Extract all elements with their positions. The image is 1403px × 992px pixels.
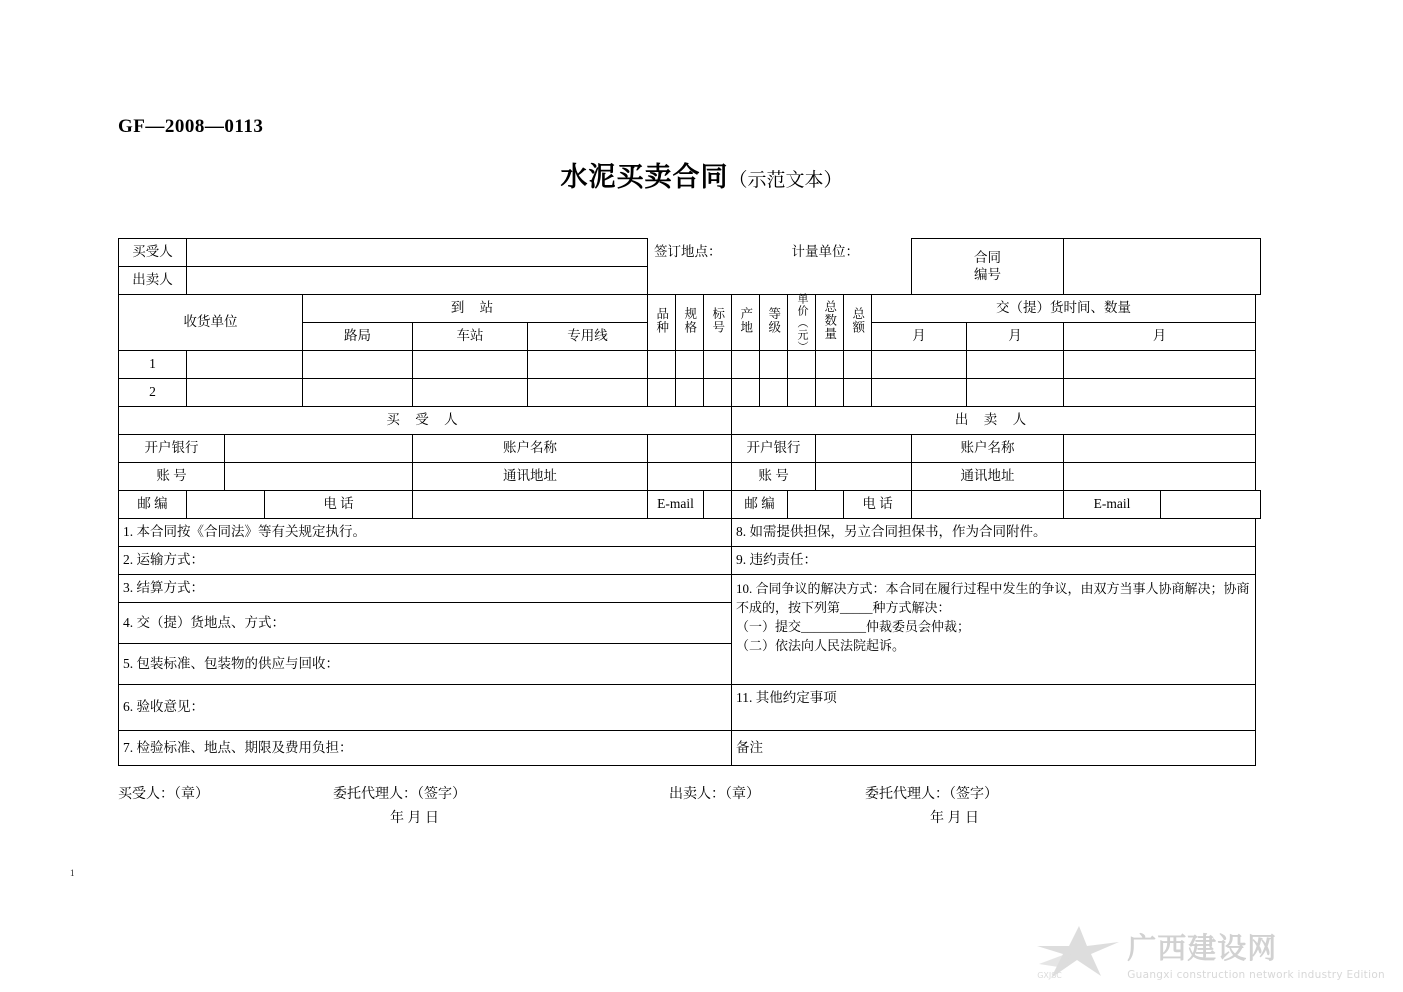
buyer-bank-label: 开户银行 xyxy=(119,435,225,463)
goods-spec-field-1[interactable] xyxy=(676,351,704,379)
col-header-month-3: 月 xyxy=(1064,323,1256,351)
buyer-label: 买受人 xyxy=(119,239,187,267)
seller-address-field[interactable] xyxy=(1064,463,1256,491)
signature-section xyxy=(118,783,1278,831)
buyer-address-label: 通讯地址 xyxy=(413,463,648,491)
col-header-spec: 规格 xyxy=(676,295,704,351)
term-4[interactable]: 4. 交（提）货地点、方式： xyxy=(119,603,732,644)
contract-no-label-line1: 合同 xyxy=(974,250,1002,266)
goods-class-field-1[interactable] xyxy=(760,351,788,379)
goods-month1-field-1[interactable] xyxy=(872,351,967,379)
buyer-account-name-field[interactable] xyxy=(648,435,732,463)
col-header-class: 等级 xyxy=(760,295,788,351)
seller-email-field[interactable] xyxy=(1161,491,1261,519)
table-row-term-2-9 xyxy=(119,547,1261,575)
seller-postcode-label: 邮 编 xyxy=(732,491,788,519)
goods-totalqty-field-1[interactable] xyxy=(816,351,844,379)
seller-agent-label: 委托代理人：（签字） xyxy=(865,787,998,802)
goods-month3-field-1[interactable] xyxy=(1064,351,1256,379)
buyer-postcode-field[interactable] xyxy=(187,491,265,519)
buyer-email-label: E-mail xyxy=(648,491,704,519)
term-8: 8. 如需提供担保，另立合同担保书，作为合同附件。 xyxy=(732,519,1256,547)
term-3[interactable]: 3. 结算方式： xyxy=(119,575,732,603)
goods-totalamount-field-1[interactable] xyxy=(844,351,872,379)
seller-account-no-label: 账 号 xyxy=(732,463,816,491)
goods-gradeno-field-2[interactable] xyxy=(704,379,732,407)
seller-email-label: E-mail xyxy=(1064,491,1161,519)
goods-unitprice-field-1[interactable] xyxy=(788,351,816,379)
goods-railway-field-2[interactable] xyxy=(303,379,413,407)
table-row-buyer xyxy=(119,239,1261,267)
table-row-account xyxy=(119,463,1261,491)
seller-postcode-field[interactable] xyxy=(788,491,844,519)
seller-bank-field[interactable] xyxy=(816,435,912,463)
term-6[interactable]: 6. 验收意见： xyxy=(119,685,732,731)
goods-month2-field-2[interactable] xyxy=(967,379,1064,407)
remark-label[interactable]: 备注 xyxy=(732,731,1256,766)
col-header-total-amount: 总额 xyxy=(844,295,872,351)
seller-phone-label: 电 话 xyxy=(844,491,912,519)
goods-row-index-2: 2 xyxy=(119,379,187,407)
seller-account-name-field[interactable] xyxy=(1064,435,1256,463)
table-row-term-1-8 xyxy=(119,519,1261,547)
table-row-term-3-10 xyxy=(119,575,1261,603)
seller-date-label: 年 月 日 xyxy=(930,811,979,826)
term-10-line3: （一）提交__________仲裁委员会仲裁； xyxy=(736,618,971,634)
term-5[interactable]: 5. 包装标准、包装物的供应与回收： xyxy=(119,644,732,685)
buyer-email-field[interactable] xyxy=(704,491,732,519)
buyer-account-no-label: 账 号 xyxy=(119,463,225,491)
delivery-time-qty-label: 交（提）货时间、数量 xyxy=(872,295,1256,323)
signature-line-2 xyxy=(118,807,1278,831)
receiver-unit-label: 收货单位 xyxy=(119,295,303,351)
col-header-month-1: 月 xyxy=(872,323,967,351)
page-title xyxy=(0,155,1403,194)
table-row-goods-header-1 xyxy=(119,295,1261,323)
buyer-account-name-label: 账户名称 xyxy=(413,435,648,463)
term-2[interactable]: 2. 运输方式： xyxy=(119,547,732,575)
table-row-goods-1 xyxy=(119,351,1261,379)
goods-station-field-1[interactable] xyxy=(413,351,528,379)
col-header-variety: 品种 xyxy=(648,295,676,351)
col-header-railway-bureau: 路局 xyxy=(303,323,413,351)
buyer-address-field[interactable] xyxy=(648,463,732,491)
goods-totalqty-field-2[interactable] xyxy=(816,379,844,407)
signature-line-1 xyxy=(118,783,1278,807)
goods-specialline-field-2[interactable] xyxy=(528,379,648,407)
col-header-unit-price: 单价（元） xyxy=(788,295,816,351)
spacer-cell xyxy=(648,267,912,295)
buyer-seal-label: 买受人：（章） xyxy=(118,787,209,802)
goods-gradeno-field-1[interactable] xyxy=(704,351,732,379)
watermark-tag: GXJSC xyxy=(1037,971,1062,980)
watermark-title: 广西建设网 xyxy=(1127,930,1278,965)
seller-section-title: 出 卖 人 xyxy=(732,407,1256,435)
document-code: GF—2008—0113 xyxy=(118,116,264,137)
table-row-goods-2 xyxy=(119,379,1261,407)
goods-row-index-1: 1 xyxy=(119,351,187,379)
term-1: 1. 本合同按《合同法》等有关规定执行。 xyxy=(119,519,732,547)
star-icon xyxy=(1035,924,1121,982)
seller-seal-label: 出卖人：（章） xyxy=(669,787,760,802)
goods-origin-field-2[interactable] xyxy=(732,379,760,407)
watermark-text xyxy=(1127,926,1385,981)
goods-origin-field-1[interactable] xyxy=(732,351,760,379)
buyer-postcode-label: 邮 编 xyxy=(119,491,187,519)
goods-receiver-field-1[interactable] xyxy=(187,351,303,379)
contract-no-label xyxy=(912,239,1064,295)
seller-account-name-label: 账户名称 xyxy=(912,435,1064,463)
term-10-line1: 10. 合同争议的解决方式：本合同在履行过程中发生的争议，由双方当事人协商解决；协商 xyxy=(736,581,1250,596)
seller-value-field[interactable] xyxy=(187,267,648,295)
buyer-value-field[interactable] xyxy=(187,239,648,267)
page-number: 1 xyxy=(70,868,75,878)
goods-totalamount-field-2[interactable] xyxy=(844,379,872,407)
table-row-term-6-11 xyxy=(119,685,1261,731)
goods-month1-field-2[interactable] xyxy=(872,379,967,407)
watermark-subtitle: Guangxi construction network industry Edition xyxy=(1127,968,1385,981)
table-row-contact xyxy=(119,491,1261,519)
col-header-station: 车站 xyxy=(413,323,528,351)
term-10-line2: 不成的，按下列第_____种方式解决： xyxy=(736,599,951,615)
goods-month2-field-1[interactable] xyxy=(967,351,1064,379)
goods-variety-field-2[interactable] xyxy=(648,379,676,407)
seller-label: 出卖人 xyxy=(119,267,187,295)
station-label: 到 站 xyxy=(303,295,648,323)
goods-specialline-field-1[interactable] xyxy=(528,351,648,379)
buyer-date-label: 年 月 日 xyxy=(390,811,439,826)
contract-form-table xyxy=(118,238,1261,766)
seller-account-no-field[interactable] xyxy=(816,463,912,491)
col-header-month-2: 月 xyxy=(967,323,1064,351)
goods-variety-field-1[interactable] xyxy=(648,351,676,379)
buyer-phone-field[interactable] xyxy=(413,491,648,519)
goods-spec-field-2[interactable] xyxy=(676,379,704,407)
sign-place-label: 签订地点： xyxy=(654,244,722,260)
term-7[interactable]: 7. 检验标准、地点、期限及费用负担： xyxy=(119,731,732,766)
buyer-agent-label: 委托代理人：（签字） xyxy=(333,787,466,802)
buyer-phone-label: 电 话 xyxy=(265,491,413,519)
goods-station-field-2[interactable] xyxy=(413,379,528,407)
goods-railway-field-1[interactable] xyxy=(303,351,413,379)
goods-receiver-field-2[interactable] xyxy=(187,379,303,407)
seller-address-label: 通讯地址 xyxy=(912,463,1064,491)
col-header-special-line: 专用线 xyxy=(528,323,648,351)
term-10[interactable] xyxy=(732,575,1256,685)
contract-no-label-line2: 编号 xyxy=(974,266,1002,282)
buyer-account-no-field[interactable] xyxy=(225,463,413,491)
table-row-bank xyxy=(119,435,1261,463)
contract-no-field[interactable] xyxy=(1064,239,1261,295)
term-10-line4: （二）依法向人民法院起诉。 xyxy=(736,637,906,653)
col-header-grade-no: 标号 xyxy=(704,295,732,351)
goods-unitprice-field-2[interactable] xyxy=(788,379,816,407)
seller-bank-label: 开户银行 xyxy=(732,435,816,463)
buyer-bank-field[interactable] xyxy=(225,435,413,463)
seller-phone-field[interactable] xyxy=(912,491,1064,519)
table-row-term-7-remark xyxy=(119,731,1261,766)
goods-month3-field-2[interactable] xyxy=(1064,379,1256,407)
term-9[interactable]: 9. 违约责任： xyxy=(732,547,1256,575)
table-row-parties-title xyxy=(119,407,1261,435)
col-header-total-qty: 总数量 xyxy=(816,295,844,351)
title-main-text: 水泥买卖合同 xyxy=(560,162,729,193)
goods-class-field-2[interactable] xyxy=(760,379,788,407)
measure-unit-label: 计量单位： xyxy=(791,244,860,260)
col-header-origin: 产地 xyxy=(732,295,760,351)
title-sub-text: （示范文本） xyxy=(728,170,843,191)
watermark xyxy=(1035,924,1385,982)
buyer-section-title: 买 受 人 xyxy=(119,407,732,435)
term-11[interactable]: 11. 其他约定事项 xyxy=(732,685,1256,731)
